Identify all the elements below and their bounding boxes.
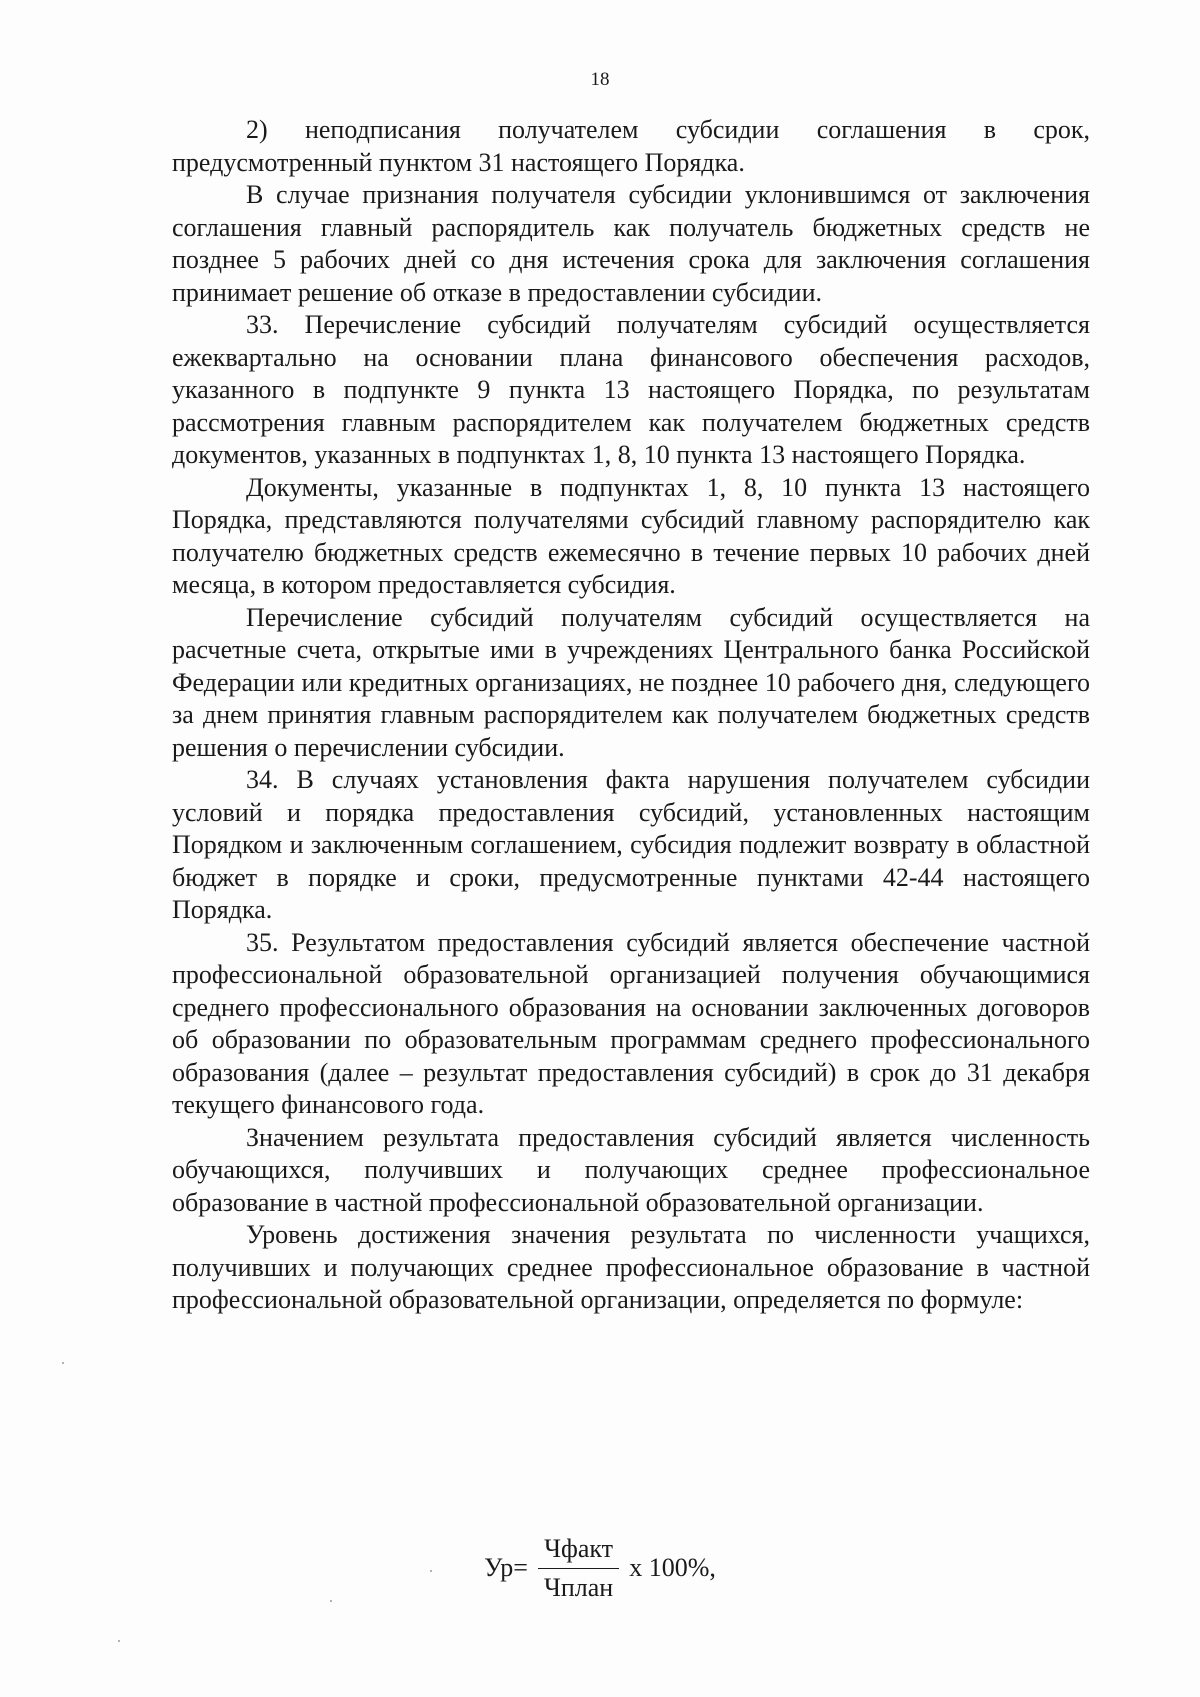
paragraph-item-2: 2) неподписания получателем субсидии соглашения в срок, предусмотренный пунктом 31 настоящего Порядка. [172, 115, 1090, 177]
formula-fraction [538, 1534, 619, 1603]
paragraph-34: 34. В случаях установления факта нарушения получателем субсидии условий и порядка предоставления субсидий, установленных настоящим Порядком и заключенным соглашением, субсидия подлежит возврату в областной бюджет в порядке и сроки, предусмотренные пунктами 42-44 настоящего Порядка. [172, 765, 1090, 924]
paragraph-result-value: Значением результата предоставления субсидий является численность обучающихся, получивших и получающих среднее профессиональное образование в частной профессиональной образовательной организации. [172, 1122, 1090, 1217]
formula-lhs: Ур= [484, 1553, 528, 1582]
paragraph-33: 33. Перечисление субсидий получателям субсидий осуществляется ежеквартально на основании плана финансового обеспечения расходов, указанного в подпункте 9 пункта 13 настоящего Порядка, по результатам рассмотрения главным распорядителем как получателем бюджетных средств документов, указанных в подпунктах 1, 8, 10 пункта 13 настоящего Порядка. [172, 310, 1090, 469]
formula-numerator: Чфакт [538, 1534, 619, 1569]
formula-denominator: Чплан [543, 1572, 614, 1602]
scan-speck [118, 1640, 120, 1642]
formula [0, 1528, 1200, 1608]
paragraph-achievement-level: Уровень достижения значения результата по численности учащихся, получивших и получающих среднее профессиональное образование в частной профессиональной образовательной организации, определяется по формуле: [172, 1220, 1090, 1314]
scan-speck [330, 1600, 332, 1602]
paragraph-evasion: В случае признания получателя субсидии уклонившимся от заключения соглашения главный распорядитель как получатель бюджетных средств не позднее 5 рабочих дней со дня истечения срока для заключения соглашения принимает решение об отказе в предоставлении субсидии. [172, 180, 1090, 307]
scan-speck [62, 1362, 64, 1364]
document-body [172, 114, 1090, 1317]
paragraph-35: 35. Результатом предоставления субсидий является обеспечение частной профессиональной образовательной организацией получения обучающимися среднего профессионального образования на основании заключенных договоров об образовании по образовательным программам среднего профессионального образования (далее – результат предоставления субсидий) в срок до 31 декабря текущего финансового года. [172, 927, 1090, 1119]
scan-speck [430, 1570, 432, 1572]
paragraph-documents: Документы, указанные в подпунктах 1, 8, 10 пункта 13 настоящего Порядка, представляются получателями субсидий главному распорядителю как получателю бюджетных средств ежемесячно в течение первых 10 рабочих дней месяца, в котором предоставляется субсидия. [172, 472, 1090, 599]
formula-rhs: х 100%, [629, 1553, 716, 1582]
paragraph-transfer: Перечисление субсидий получателям субсидий осуществляется на расчетные счета, открытые ими в учреждениях Центрального банка Российской Федерации или кредитных организациях, не позднее 10 рабочего дня, следующего за днем принятия главным распорядителем как получателем бюджетных средств решения о перечислении субсидии. [172, 602, 1090, 762]
page-number: 18 [590, 69, 610, 90]
